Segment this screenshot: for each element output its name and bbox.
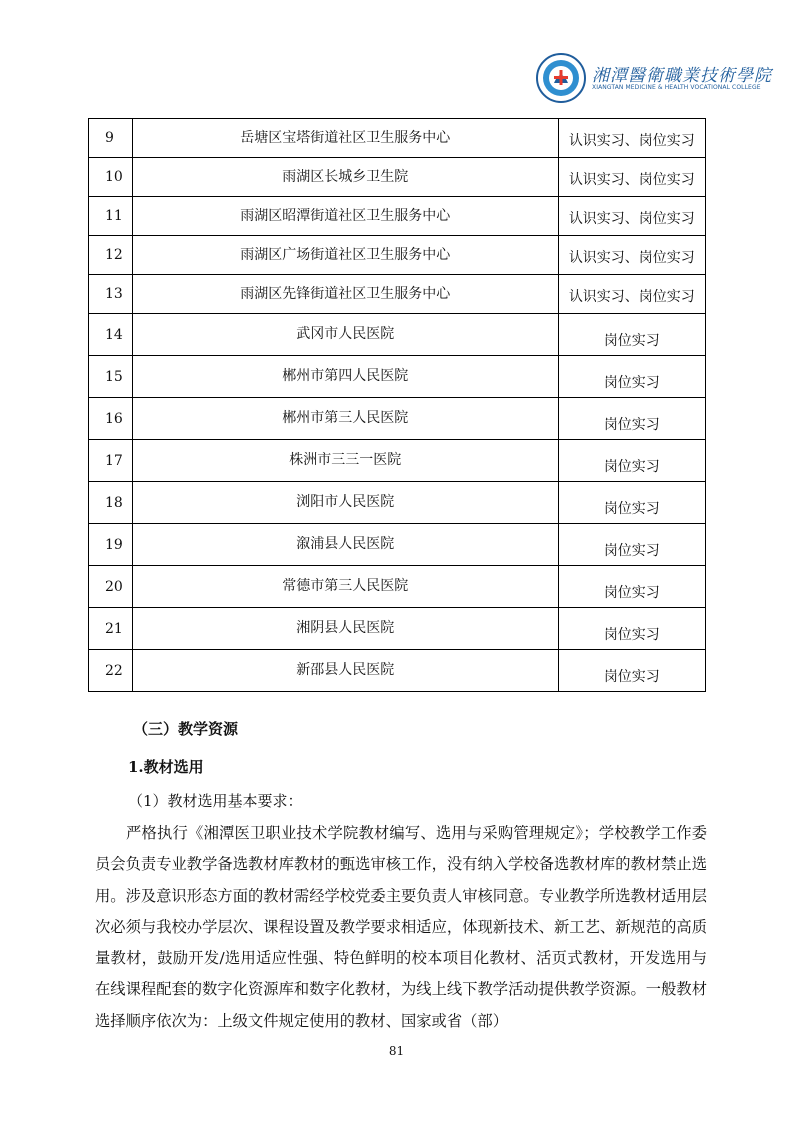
internship-type: 认识实习、岗位实习 bbox=[558, 197, 705, 236]
row-number: 18 bbox=[89, 482, 133, 524]
table-row bbox=[89, 158, 706, 197]
table-row bbox=[89, 275, 706, 314]
table-row bbox=[89, 482, 706, 524]
site-name: 郴州市第四人民医院 bbox=[132, 356, 558, 398]
table-row bbox=[89, 608, 706, 650]
internship-type: 岗位实习 bbox=[558, 398, 705, 440]
table-body bbox=[89, 119, 706, 692]
college-logo bbox=[536, 53, 772, 105]
internship-type: 岗位实习 bbox=[558, 440, 705, 482]
page-number: 81 bbox=[388, 1044, 405, 1058]
site-name: 雨湖区广场街道社区卫生服务中心 bbox=[132, 236, 558, 275]
body-paragraph: 严格执行《湘潭医卫职业技术学院教材编写、选用与采购管理规定》；学校教学工作委员会负责专业教学备选教材库教材的甄选审核工作，没有纳入学校备选教材库的教材禁止选用。涉及意识形态方面的教材需经学校党委主要负责人审核同意。专业教学所选教材适用层次必须与我校办学层次、课程设置及教学要求相适应，体现新技术、新工艺、新规范的高质量教材，鼓励开发/选用适应性强、特色鲜明的校本项目化教材、活页式教材，开发选用与在线课程配套的数字化资源库和数字化教材，为线上线下教学活动提供教学资源。一般教材选择顺序依次为：上级文件规定使用的教材、国家或省（部） bbox=[95, 824, 707, 1030]
internship-type: 认识实习、岗位实习 bbox=[558, 119, 705, 158]
college-name-english: XIANGTAN MEDICINE & HEALTH VOCATIONAL COLLEGE bbox=[592, 84, 761, 91]
internship-type: 岗位实习 bbox=[558, 524, 705, 566]
internship-type: 认识实习、岗位实习 bbox=[558, 275, 705, 314]
site-name: 新邵县人民医院 bbox=[132, 650, 558, 692]
site-name: 雨湖区长城乡卫生院 bbox=[132, 158, 558, 197]
table-row bbox=[89, 356, 706, 398]
college-name-chinese: 湘潭醫衛職業技術學院 bbox=[592, 66, 772, 86]
table-row bbox=[89, 440, 706, 482]
table-row bbox=[89, 566, 706, 608]
table-row bbox=[89, 524, 706, 566]
table-row bbox=[89, 197, 706, 236]
row-number: 21 bbox=[89, 608, 133, 650]
site-name: 常德市第三人民医院 bbox=[132, 566, 558, 608]
internship-type: 认识实习、岗位实习 bbox=[558, 158, 705, 197]
internship-type: 认识实习、岗位实习 bbox=[558, 236, 705, 275]
row-number: 16 bbox=[89, 398, 133, 440]
college-emblem-icon bbox=[536, 53, 586, 103]
row-number: 9 bbox=[89, 119, 133, 158]
row-number: 19 bbox=[89, 524, 133, 566]
row-number: 12 bbox=[89, 236, 133, 275]
row-number: 10 bbox=[89, 158, 133, 197]
site-name: 郴州市第三人民医院 bbox=[132, 398, 558, 440]
site-name: 武冈市人民医院 bbox=[132, 314, 558, 356]
table-row bbox=[89, 314, 706, 356]
table-row bbox=[89, 398, 706, 440]
internship-type: 岗位实习 bbox=[558, 650, 705, 692]
site-name: 雨湖区先锋街道社区卫生服务中心 bbox=[132, 275, 558, 314]
internship-type: 岗位实习 bbox=[558, 566, 705, 608]
row-number: 15 bbox=[89, 356, 133, 398]
row-number: 20 bbox=[89, 566, 133, 608]
table-row bbox=[89, 650, 706, 692]
site-name: 湘阴县人民医院 bbox=[132, 608, 558, 650]
section-heading: （三）教学资源 bbox=[133, 720, 239, 738]
table-row bbox=[89, 236, 706, 275]
internship-type: 岗位实习 bbox=[558, 482, 705, 524]
internship-type: 岗位实习 bbox=[558, 356, 705, 398]
site-name: 浏阳市人民医院 bbox=[132, 482, 558, 524]
subsection-heading: 1.教材选用 bbox=[128, 758, 204, 776]
internship-type: 岗位实习 bbox=[558, 314, 705, 356]
list-item-heading: （1）教材选用基本要求： bbox=[128, 792, 303, 810]
site-name: 雨湖区昭潭街道社区卫生服务中心 bbox=[132, 197, 558, 236]
row-number: 11 bbox=[89, 197, 133, 236]
site-name: 溆浦县人民医院 bbox=[132, 524, 558, 566]
internship-type: 岗位实习 bbox=[558, 608, 705, 650]
site-name: 株洲市三三一医院 bbox=[132, 440, 558, 482]
table-row bbox=[89, 119, 706, 158]
row-number: 22 bbox=[89, 650, 133, 692]
row-number: 17 bbox=[89, 440, 133, 482]
internship-sites-table bbox=[88, 118, 706, 692]
row-number: 13 bbox=[89, 275, 133, 314]
site-name: 岳塘区宝塔街道社区卫生服务中心 bbox=[132, 119, 558, 158]
row-number: 14 bbox=[89, 314, 133, 356]
